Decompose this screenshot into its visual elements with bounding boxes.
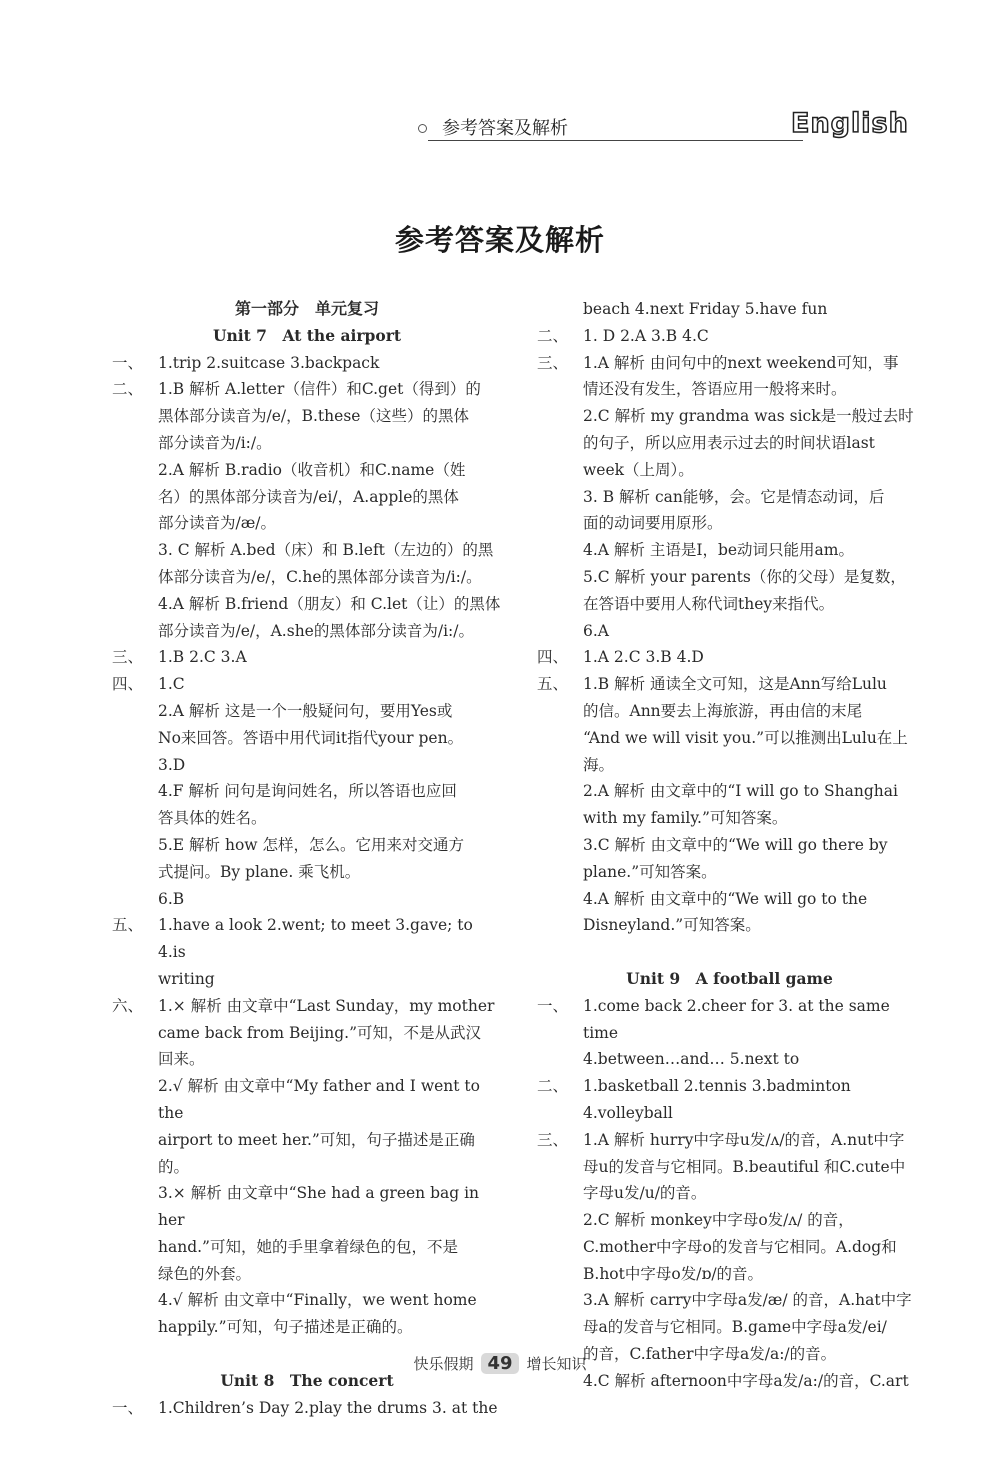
- answer-line: 4.A 解析 主语是I，be动词只能用am。: [583, 541, 854, 560]
- question-line: [537, 644, 922, 671]
- answer-line: 3. C 解析 A.bed（床）和 B.left（左边的）的黑: [158, 541, 494, 560]
- continuation-line: 4.between…and… 5.next to: [583, 1050, 800, 1069]
- question-line: [537, 323, 922, 350]
- question-number: 一、: [112, 1398, 144, 1417]
- bullet-circle-icon: [418, 124, 427, 133]
- continuation-line: “And we will visit you.”可以推测出Lulu在上: [583, 728, 908, 747]
- continuation-line: 海。: [583, 755, 615, 774]
- running-header: [418, 104, 923, 154]
- continuation-line: 母a的发音与它相同。B.game中字母a发/ei/: [583, 1318, 887, 1337]
- answer-text: 1.C: [158, 675, 185, 694]
- answer-text: 1.basketball 2.tennis 3.badminton 4.volleyball: [583, 1077, 851, 1122]
- footer: [0, 1353, 1000, 1374]
- answer-text: 1.B 解析 通读全文可知，这是Ann写给Lulu: [583, 675, 887, 694]
- continuation-line: 答具体的姓名。: [158, 809, 267, 828]
- answer-line: 4.A 解析 由文章中的“We will go to the: [583, 889, 868, 908]
- continuation-line: 母u的发音与它相同。B.beautiful 和C.cute中: [583, 1157, 906, 1176]
- question-number: 三、: [112, 648, 144, 667]
- continuation-line: 绿色的外套。: [158, 1264, 252, 1283]
- question-number: 六、: [112, 996, 144, 1015]
- answer-line: 4.C 解析 afternoon中字母a发/a:/的音，C.art: [583, 1371, 909, 1390]
- question-line: [537, 671, 922, 698]
- question-number: 一、: [537, 996, 569, 1015]
- answer-text: 1.Children’s Day 2.play the drums 3. at the: [158, 1398, 498, 1417]
- answer-line: 6.B: [158, 889, 185, 908]
- continuation-line: 名）的黑体部分读音为/ei/，A.apple的黑体: [158, 487, 459, 506]
- answer-line: 4.F 解析 问句是询问姓名，所以答语也应回: [158, 782, 457, 801]
- question-line: [537, 993, 922, 1047]
- answer-line: 3.× 解析 由文章中“She had a green bag in her: [158, 1184, 480, 1230]
- continuation-line: plane.”可知答案。: [583, 862, 717, 881]
- answer-line: 3.A 解析 carry中字母a发/æ/ 的音，A.hat中字: [583, 1291, 912, 1310]
- continuation-line: 的音，C.father中字母a发/a:/的音。: [583, 1345, 837, 1364]
- question-number: 三、: [537, 1130, 569, 1149]
- question-number: 一、: [112, 353, 144, 372]
- continuation-line: 情还没有发生，答语应用一般将来时。: [583, 380, 847, 399]
- question-line: [112, 1395, 502, 1422]
- question-number: 四、: [537, 648, 569, 667]
- question-number: 二、: [537, 1077, 569, 1096]
- answer-line: 2.√ 解析 由文章中“My father and I went to the: [158, 1077, 480, 1122]
- answer-line: 2.A 解析 这是一个一般疑问句，要用Yes或: [158, 701, 453, 720]
- continuation-line: B.hot中字母o发/ɒ/的音。: [583, 1264, 764, 1283]
- continuation-line: 式提问。By plane. 乘飞机。: [158, 862, 361, 881]
- question-line: [112, 912, 502, 966]
- answer-line: 2.C 解析 my grandma was sick是一般过去时: [583, 407, 914, 426]
- answer-line: 3. B 解析 can能够，会。它是情态动词，后: [583, 487, 885, 506]
- continuation-line: writing: [158, 969, 215, 988]
- answer-line: 2.C 解析 monkey中字母o发/ʌ/ 的音，: [583, 1211, 854, 1230]
- answer-line: 3.D: [158, 755, 186, 774]
- continuation-line: 体部分读音为/e/，C.he的黑体部分读音为/i:/。: [158, 567, 482, 586]
- question-line: [112, 376, 502, 403]
- continuation-line: 面的动词要用原形。: [583, 514, 723, 533]
- continuation-line: 回来。: [158, 1050, 205, 1069]
- answer-text: 1.come back 2.cheer for 3. at the same time: [583, 996, 890, 1042]
- answer-line: 6.A: [583, 621, 609, 640]
- page-number: 49: [481, 1353, 518, 1374]
- unit-heading: Unit 9 A football game: [626, 968, 833, 988]
- answer-line: 4.A 解析 B.friend（朋友）和 C.let（让）的黑体: [158, 594, 501, 613]
- section-heading: 第一部分 单元复习: [234, 299, 379, 318]
- page-title: 参考答案及解析: [394, 223, 605, 257]
- question-line: [112, 993, 502, 1020]
- answer-line: 5.C 解析 your parents（你的父母）是复数，: [583, 567, 906, 586]
- answer-text: 1.B 解析 A.letter（信件）和C.get（得到）的: [158, 380, 481, 399]
- continuation-line: came back from Beijing.”可知，不是从武汉: [158, 1023, 482, 1042]
- continuation-line: 部分读音为/i:/。: [158, 433, 272, 452]
- question-number: 四、: [112, 675, 144, 694]
- footer-left-text: 快乐假期: [413, 1355, 474, 1373]
- continuation-line: hand.”可知，她的手里拿着绿色的包，不是: [158, 1237, 458, 1256]
- question-number: 三、: [537, 353, 569, 372]
- header-rule: [428, 140, 803, 141]
- right-column: [537, 296, 922, 1395]
- spacer: [537, 939, 922, 966]
- continuation-line: 的句子，所以应用表示过去的时间状语last: [583, 433, 875, 452]
- continuation-line: 在答语中要用人称代词they来指代。: [583, 594, 835, 613]
- left-column: [112, 296, 502, 1421]
- continuation-line: Disneyland.”可知答案。: [583, 916, 761, 935]
- question-number: 五、: [112, 916, 144, 935]
- question-line: [112, 671, 502, 698]
- answer-text: 1.A 解析 hurry中字母u发/ʌ/的音，A.nut中字: [583, 1130, 905, 1149]
- question-number: 二、: [112, 380, 144, 399]
- answer-text: 1.A 解析 由问句中的next weekend可知，事: [583, 353, 899, 372]
- answer-line: 2.A 解析 由文章中的“I will go to Shanghai: [583, 782, 898, 801]
- answer-text: 1.B 2.C 3.A: [158, 648, 247, 667]
- question-line: [537, 1073, 922, 1127]
- answer-line: 4.√ 解析 由文章中“Finally，we went home: [158, 1291, 477, 1310]
- continuation-line: No来回答。答语中用代词it指代your pen。: [158, 728, 464, 747]
- question-number: 二、: [537, 326, 569, 345]
- english-logo: English: [791, 108, 909, 139]
- continuation-line: C.mother中字母o的发音与它相同。A.dog和: [583, 1237, 897, 1256]
- unit-heading: Unit 8 The concert: [220, 1370, 394, 1390]
- question-line: [537, 1127, 922, 1154]
- continuation-line: week（上周）。: [583, 460, 694, 479]
- continuation-line: airport to meet her.”可知，句子描述是正确: [158, 1130, 475, 1149]
- continuation-line: happily.”可知，句子描述是正确的。: [158, 1318, 413, 1337]
- continuation-line: 的信。Ann要去上海旅游，再由信的末尾: [583, 701, 863, 720]
- answer-text: 1. D 2.A 3.B 4.C: [583, 326, 709, 345]
- answer-text: 1.trip 2.suitcase 3.backpack: [158, 353, 380, 372]
- answer-line: 5.E 解析 how 怎样，怎么。它用来对交通方: [158, 835, 464, 854]
- answer-line: 2.A 解析 B.radio（收音机）和C.name（姓: [158, 460, 466, 479]
- answer-text: 1.A 2.C 3.B 4.D: [583, 648, 704, 667]
- continuation-line: 黑体部分读音为/e/，B.these（这些）的黑体: [158, 407, 469, 426]
- unit-heading: Unit 7 At the airport: [212, 325, 402, 345]
- question-line: [112, 644, 502, 671]
- continuation-line: 的。: [158, 1157, 190, 1176]
- answer-text: 1.× 解析 由文章中“Last Sunday，my mother: [158, 996, 495, 1015]
- question-line: [112, 350, 502, 377]
- footer-right-text: 增长知识: [526, 1355, 587, 1373]
- continuation-line: 字母u发/u/的音。: [583, 1184, 707, 1203]
- answer-line: 3.C 解析 由文章中的“We will go there by: [583, 835, 888, 854]
- question-number: 五、: [537, 675, 569, 694]
- continuation-line: beach 4.next Friday 5.have fun: [583, 300, 828, 318]
- answer-text: 1.have a look 2.went; to meet 3.gave; to 4.is: [158, 916, 473, 962]
- question-line: [537, 350, 922, 377]
- continuation-line: with my family.”可知答案。: [583, 809, 788, 828]
- continuation-line: 部分读音为/e/，A.she的黑体部分读音为/i:/。: [158, 621, 474, 640]
- header-title: 参考答案及解析: [442, 118, 568, 139]
- continuation-line: 部分读音为/æ/。: [158, 514, 277, 533]
